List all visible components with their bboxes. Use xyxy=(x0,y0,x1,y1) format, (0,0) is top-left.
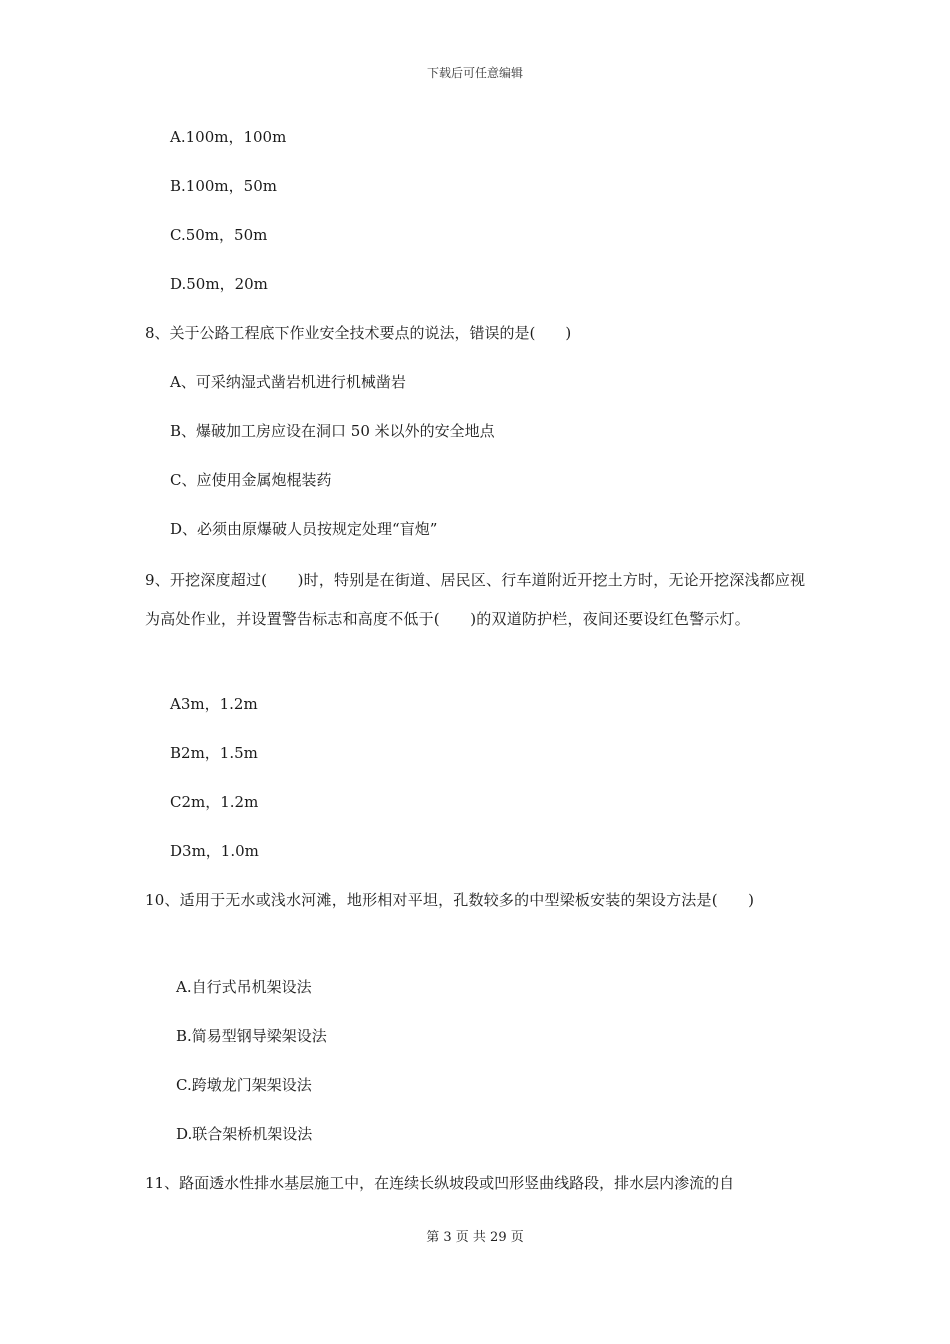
q7-option-b: B.100m，50m xyxy=(170,177,277,195)
q9-option-b: B2m，1.5m xyxy=(170,744,258,762)
q10-stem: 10、适用于无水或浅水河滩，地形相对平坦，孔数较多的中型梁板安装的架设方法是( ) xyxy=(145,891,755,909)
q10-option-d: D.联合架桥机架设法 xyxy=(176,1125,313,1143)
q10-option-c: C.跨墩龙门架架设法 xyxy=(176,1076,312,1094)
q7-option-d: D.50m，20m xyxy=(170,275,268,293)
q9-stem: 9、开挖深度超过( )时，特别是在街道、居民区、行车道附近开挖土方时，无论开挖深浅都应视为高处作业，并设置警告标志和高度不低于( )的双道防护栏，夜间还要设红色警示灯。 xyxy=(145,571,806,628)
page-footer: 第 3 页 共 29 页 xyxy=(426,1230,524,1245)
q7-option-c: C.50m，50m xyxy=(170,226,268,244)
q10-option-b: B.简易型钢导梁架设法 xyxy=(176,1027,327,1045)
q9-option-c: C2m，1.2m xyxy=(170,793,259,811)
q8-option-c: C、应使用金属炮棍装药 xyxy=(170,471,332,489)
q9-option-d: D3m，1.0m xyxy=(170,842,259,860)
q11-stem: 11、路面透水性排水基层施工中，在连续长纵坡段或凹形竖曲线路段，排水层内渗流的自 xyxy=(145,1174,735,1192)
q9-option-a: A3m，1.2m xyxy=(170,695,258,713)
q8-option-a: A、可采纳湿式凿岩机进行机械凿岩 xyxy=(170,373,406,391)
page-header: 下载后可任意编辑 xyxy=(426,66,523,80)
q7-option-a: A.100m，100m xyxy=(170,128,287,146)
q8-option-b: B、爆破加工房应设在洞口 50 米以外的安全地点 xyxy=(170,422,495,440)
q8-stem: 8、关于公路工程底下作业安全技术要点的说法，错误的是( ) xyxy=(145,324,572,342)
q10-option-a: A.自行式吊机架设法 xyxy=(176,978,312,996)
q8-option-d: D、必须由原爆破人员按规定处理“盲炮” xyxy=(170,520,438,538)
